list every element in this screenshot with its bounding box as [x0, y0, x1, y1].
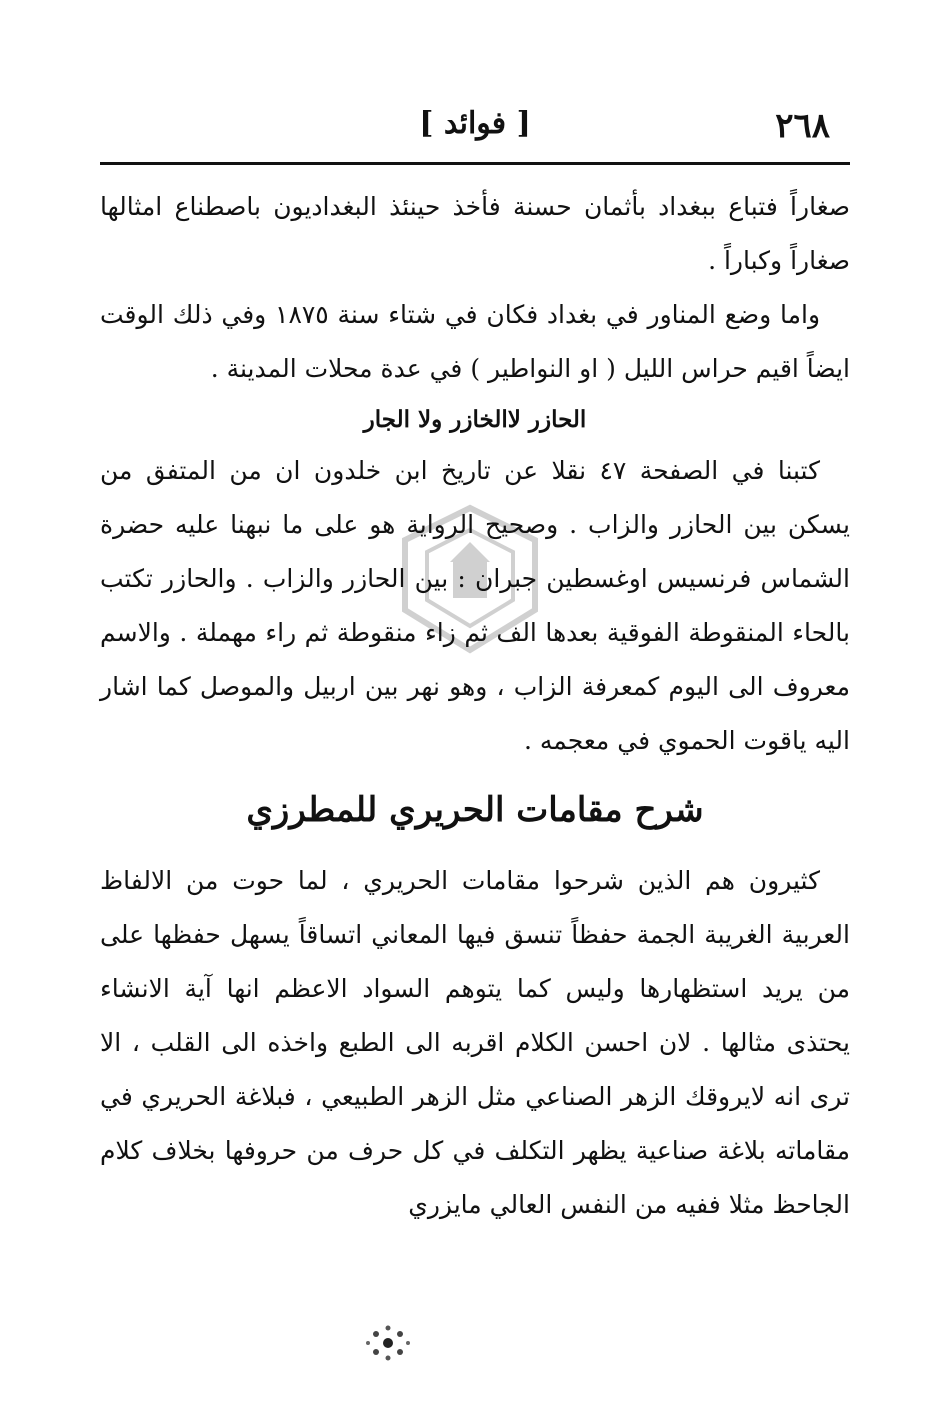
- paragraph-3: كتبنا في الصفحة ٤٧ نقلا عن تاريخ ابن خلدون ان من المتفق من يسكن بين الحازر والزاب . وصحيح الرواية هو على ما نبهنا عليه حضرة الشماس فرنسيس اوغسطين جبران : بين الحازر والزاب . والحازر تكتب بالحاء المنقوطة الفوقية بعدها الف ثم زاء منقوطة ثم راء مهملة . والاسم معروف الى اليوم كمعرفة الزاب ، وهو نهر بين اربيل والموصل كما اشار اليه ياقوت الحموي في معجمه .: [100, 456, 850, 755]
- paragraph-1: صغاراً فتباع ببغداد بأثمان حسنة فأخذ حينئذ البغداديون باصطناع امثالها صغاراً وكباراً .: [100, 192, 850, 275]
- paragraph-2: واما وضع المناور في بغداد فكان في شتاء سنة ١٨٧٥ وفي ذلك الوقت ايضاً اقيم حراس الليل ( او النواطير ) في عدة محلات المدينة .: [100, 300, 850, 383]
- header-rule: [100, 162, 850, 165]
- page-number: ٢٦٨: [775, 106, 830, 146]
- body-text: [100, 180, 850, 1232]
- running-head: [ فوائد ]: [419, 106, 531, 141]
- paragraph-4: كثيرون هم الذين شرحوا مقامات الحريري ، لما حوت من الالفاظ العربية الغريبة الجمة حفظاً تنسق فيها المعاني اتساقاً يسهل حفظها على من يريد استظهارها وليس كما يتوهم السواد الاعظم انها آية الانشاء يحتذى مثالها . لان احسن الكلام اقربه الى الطبع واخذه الى القلب ، الا ترى انه لايروقك الزهر الصناعي مثل الزهر الطبيعي ، فبلاغة الحريري في مقاماته بلاغة صناعية يظهر التكلف في كل حرف من حروفها بخلاف كلام الجاحظ مثلا ففيه من النفس العالي مايزري: [100, 866, 850, 1219]
- section-title: شرح مقامات الحريري للمطرزي: [246, 790, 704, 830]
- floral-ornament-icon: [362, 1320, 414, 1366]
- subheading: الحازر لاالخازر ولا الجار: [363, 406, 587, 433]
- page-header: [100, 100, 850, 150]
